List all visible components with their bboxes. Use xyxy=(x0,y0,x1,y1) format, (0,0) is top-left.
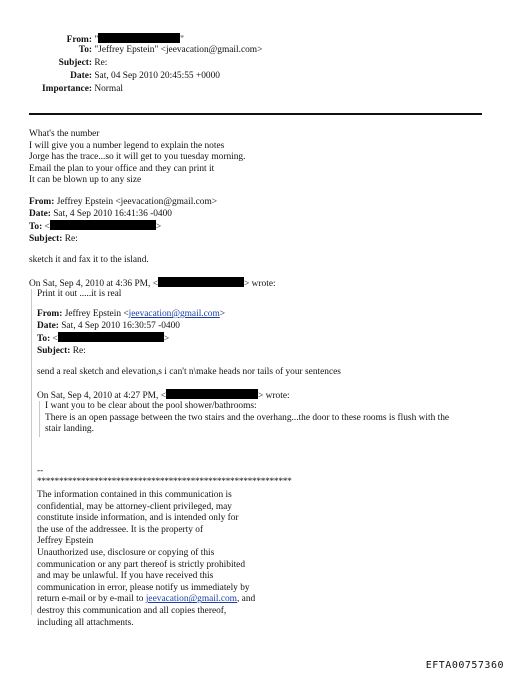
body-line: What's the number xyxy=(29,129,100,139)
disclaimer-line: communication or any part thereof is strictly prohibited xyxy=(37,559,246,570)
redaction-bar xyxy=(166,389,258,399)
disclaimer-line: and may be unlawful. If you have received this xyxy=(37,571,214,582)
quote1-on-suffix: > wrote: xyxy=(244,279,276,289)
quote2-body: send a real sketch and elevation,s i can't n\make heads nor tails of your sentences xyxy=(37,367,341,377)
header-divider xyxy=(29,113,482,115)
header-subject-row xyxy=(40,58,107,70)
quote1-date-label: Date: xyxy=(29,208,51,219)
quote2-subject-value: Re: xyxy=(72,345,86,356)
quote2-from-label: From: xyxy=(37,309,63,319)
disclaimer-line: Jeffrey Epstein xyxy=(37,536,94,547)
quote2-date-label: Date: xyxy=(37,320,59,331)
quote2-to-label: To: xyxy=(37,334,51,345)
quote2-quoted-text xyxy=(45,401,449,436)
header-from-open-quote: " xyxy=(94,35,99,45)
redaction-bar xyxy=(158,277,244,287)
header-subject-value: Re: xyxy=(94,58,108,68)
quote2-header xyxy=(37,309,225,357)
redaction-bar xyxy=(98,33,180,43)
disclaimer-return-prefix: return e-mail or by e-mail to xyxy=(37,594,146,605)
header-date-label: Date: xyxy=(70,71,92,81)
quote1-quoted-text: Print it out .....it is real xyxy=(37,289,122,299)
quote1-bar xyxy=(31,289,32,615)
signature-stars: ********************************************************** xyxy=(37,477,292,487)
quote1-on-prefix: On Sat, Sep 4, 2010 at 4:36 PM, < xyxy=(29,279,158,289)
header-date-row xyxy=(40,71,220,83)
body-line: Email the plan to your office and they can print it xyxy=(29,163,215,174)
quote1-from-value: Jeffrey Epstein <jeevacation@gmail.com> xyxy=(56,197,218,207)
quote2-from-close: > xyxy=(219,309,226,319)
header-importance-row xyxy=(36,84,123,96)
redaction-bar xyxy=(50,220,156,230)
quote1-from-label: From: xyxy=(29,197,55,207)
quote2-from-name: Jeffrey Epstein < xyxy=(64,309,129,319)
header-importance-label: Importance: xyxy=(42,84,92,94)
quote2-on-suffix: > wrote: xyxy=(258,391,290,401)
signature-disclaimer xyxy=(37,490,255,629)
quote1-to-close: > xyxy=(155,222,162,233)
quote2-bar xyxy=(39,401,40,437)
message-body xyxy=(29,129,245,187)
disclaimer-line: Unauthorized use, disclosure or copying of this xyxy=(37,547,215,558)
disclaimer-line: The information contained in this communication is xyxy=(37,490,232,500)
disclaimer-email-link[interactable]: jeevacation@gmail.com xyxy=(145,594,237,605)
quote2-to-open: < xyxy=(52,334,58,345)
bates-number: EFTA00757360 xyxy=(425,660,504,671)
quote1-body: sketch it and fax it to the island. xyxy=(29,255,149,265)
disclaimer-line: communication in error, please notify us immediately by xyxy=(37,582,250,593)
redaction-bar xyxy=(58,332,164,342)
quote1-subject-value: Re: xyxy=(64,233,78,244)
header-to-row xyxy=(58,45,262,57)
disclaimer-line: constitute inside information, and is intended only for xyxy=(37,513,239,524)
disclaimer-line: the use of the addressee. It is the property of xyxy=(37,524,204,535)
header-from-close-quote: " xyxy=(180,35,184,45)
quote2-quoted-line: I want you to be clear about the pool shower/bathrooms: xyxy=(45,401,257,411)
header-to-value: "Jeffrey Epstein" <jeevacation@gmail.com> xyxy=(94,45,263,55)
quote1-header xyxy=(29,197,217,245)
header-from-label: From: xyxy=(66,35,92,45)
quote2-quoted-line: There is an open passage between the two stairs and the overhang...the door to these rooms is flush with the xyxy=(45,412,450,423)
signature-dashes: -- xyxy=(37,466,44,476)
quote1-to-open: < xyxy=(44,222,50,233)
disclaimer-line: including all attachments. xyxy=(37,617,134,628)
body-line: It can be blown up to any size xyxy=(29,175,142,186)
disclaimer-line: destroy this communication and all copies thereof, xyxy=(37,605,227,616)
quote1-to-label: To: xyxy=(29,222,43,233)
body-line: I will give you a number legend to explain the notes xyxy=(29,140,225,151)
quote2-date-value: Sat, 4 Sep 2010 16:30:57 -0400 xyxy=(61,320,180,331)
body-line: Jorge has the trace...so it will get to you tuesday morning. xyxy=(29,152,246,163)
quote2-to-close: > xyxy=(163,334,170,345)
quote1-date-value: Sat, 4 Sep 2010 16:41:36 -0400 xyxy=(53,208,172,219)
disclaimer-return-line xyxy=(37,594,255,606)
disclaimer-line: confidential, may be attorney-client privileged, may xyxy=(37,501,232,512)
header-importance-value: Normal xyxy=(94,84,123,94)
header-to-label: To: xyxy=(78,45,92,55)
quote2-subject-label: Subject: xyxy=(37,345,71,356)
header-subject-label: Subject: xyxy=(58,58,92,68)
quote1-subject-label: Subject: xyxy=(29,233,63,244)
disclaimer-return-suffix: , and xyxy=(236,594,256,605)
header-date-value: Sat, 04 Sep 2010 20:45:55 +0000 xyxy=(94,71,220,81)
quote2-quoted-line: stair landing. xyxy=(45,424,94,435)
quote2-on-prefix: On Sat, Sep 4, 2010 at 4:27 PM, < xyxy=(37,391,166,401)
quote2-from-email-link[interactable]: jeevacation@gmail.com xyxy=(128,309,220,319)
